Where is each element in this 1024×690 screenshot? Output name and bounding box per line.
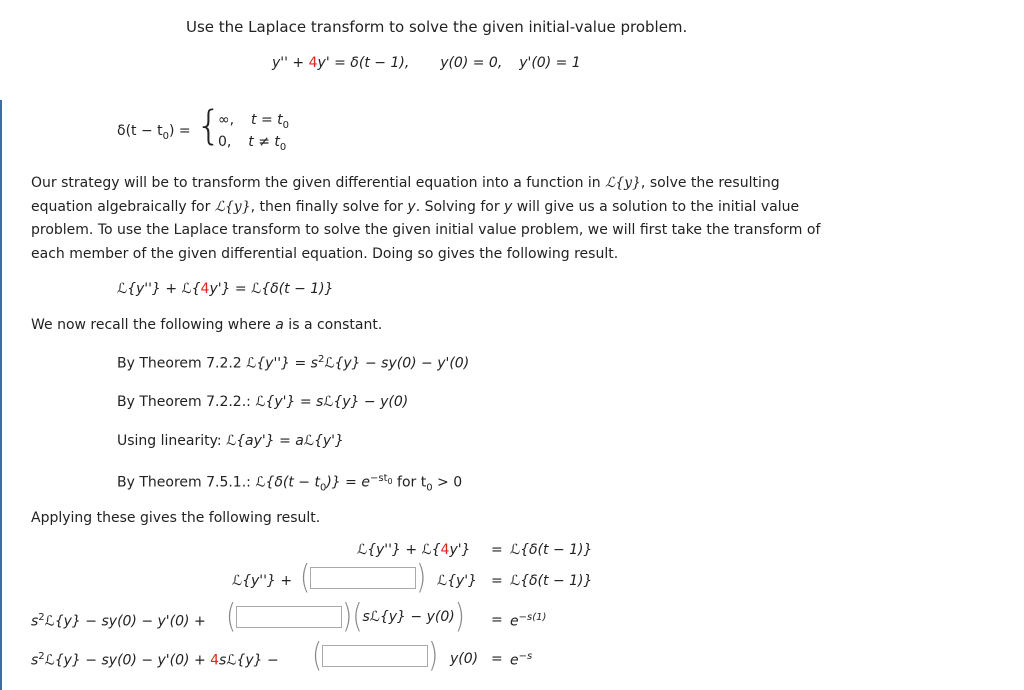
theorem-4-sub: 0: [319, 482, 327, 494]
applying-text: Applying these gives the following result.: [31, 510, 321, 526]
row-2-rhs: ℒ{δ(t − 1)}: [510, 573, 593, 589]
row-4-rhs-sup: −s: [518, 651, 533, 662]
theorem-4-sup: −st: [369, 473, 388, 484]
row-3-open-paren-2: (: [352, 598, 363, 636]
row-2-close-paren: ): [416, 559, 427, 597]
theorem-4-a: ℒ{δ(t − t: [255, 474, 320, 491]
transform-eq-red: 4: [200, 281, 210, 297]
recall-var: a: [275, 317, 284, 333]
row-4-b: ℒ{y} − sy(0) − y'(0) +: [44, 652, 211, 669]
row-3-open-paren: (: [226, 598, 237, 636]
problem-lhs-red: 4: [308, 55, 318, 71]
strategy-y-2: y: [504, 198, 513, 215]
row-4-answer-input[interactable]: [322, 645, 428, 667]
left-accent-bar: [0, 100, 2, 690]
row-4-equals: =: [491, 651, 503, 667]
delta-case1-cond: t = t: [251, 112, 283, 128]
row-4-close-paren: ): [428, 637, 439, 675]
delta-case-2: [218, 134, 286, 153]
transform-equation: [117, 281, 334, 297]
strategy-p1: Our strategy will be to transform the given differential equation into a function in: [31, 175, 606, 191]
intro-text: Use the Laplace transform to solve the given initial-value problem.: [186, 18, 688, 36]
delta-case1-val: ∞,: [218, 112, 235, 128]
delta-brace: {: [196, 103, 222, 149]
problem-equation: [272, 55, 581, 71]
strategy-y-1: y: [407, 198, 416, 215]
row-2-open-paren: (: [300, 559, 311, 597]
row-1-equals: =: [491, 542, 503, 558]
delta-lhs: δ(t − t: [117, 123, 163, 139]
row-2-equals: =: [491, 573, 503, 589]
row-2-group: [300, 559, 427, 597]
row-3-rhs-sup: −s(1): [518, 612, 547, 623]
row-3-close-paren: ): [342, 598, 353, 636]
row-3-a: s: [31, 613, 39, 630]
row-4-group: [312, 637, 439, 675]
theorem-4-c: for t: [392, 474, 427, 491]
strategy-paragraph: [31, 172, 841, 266]
row-4-lhs: [31, 651, 279, 669]
row-3-sup: 2: [38, 612, 45, 623]
theorem-2: [117, 394, 408, 410]
row-2-answer-input[interactable]: [310, 567, 416, 589]
row-4-sup: 2: [38, 651, 45, 662]
row-2-lhs: ℒ{y''} +: [232, 573, 293, 589]
row-4-a: s: [31, 652, 39, 669]
row-4-rhs-base: e: [510, 652, 519, 669]
row-4-c: sℒ{y} −: [219, 652, 279, 669]
delta-case2-cond: t ≠ t: [248, 134, 280, 150]
theorem-3: [117, 433, 344, 449]
row-3-answer-input[interactable]: [236, 606, 342, 628]
theorem-1-sup: 2: [317, 354, 325, 365]
recall-text: [31, 317, 382, 333]
row-3-rhs: [510, 612, 546, 630]
theorem-2-label: By Theorem 7.2.2.:: [117, 394, 256, 410]
theorem-1-label: By Theorem 7.2.2: [117, 355, 247, 372]
transform-eq-b: y'} = ℒ{δ(t − 1)}: [209, 281, 334, 297]
delta-case2-sub: 0: [279, 141, 287, 153]
theorem-4: [117, 473, 462, 493]
row-4-open-paren: (: [312, 637, 323, 675]
problem-lhs-b: y' = δ(t − 1),: [317, 55, 410, 71]
transform-eq-a: ℒ{y''} + ℒ{: [117, 281, 201, 297]
strategy-p4: . Solving for: [415, 198, 505, 215]
problem-lhs-a: y'' +: [272, 55, 309, 71]
theorem-4-supsub: 0: [387, 477, 393, 486]
strategy-ly-2: ℒ{y}: [214, 198, 251, 215]
row-2-after: ℒ{y'}: [437, 573, 478, 589]
row-4-after: y(0): [450, 651, 479, 667]
recall-b: is a constant.: [283, 317, 383, 333]
delta-definition-lhs: [117, 123, 191, 142]
theorem-4-b: )} = e: [326, 474, 370, 491]
row-3-close-paren-2: ): [454, 598, 465, 636]
strategy-ly-1: ℒ{y}: [605, 175, 641, 191]
delta-case-1: [218, 112, 289, 131]
theorem-4-label: By Theorem 7.5.1.:: [117, 474, 256, 491]
row-1-lhs: [357, 542, 470, 558]
row-1-rhs: ℒ{δ(t − 1)}: [510, 542, 593, 558]
strategy-p3: , then finally solve for: [250, 198, 408, 215]
delta-case2-val: 0,: [218, 134, 232, 150]
theorem-1-a: ℒ{y''} = s: [246, 355, 318, 372]
theorem-3-label: Using linearity:: [117, 433, 227, 449]
row-1-lhs-a: ℒ{y''} + ℒ{: [357, 542, 441, 558]
theorem-2-eq: ℒ{y'} = sℒ{y} − y(0): [255, 394, 409, 410]
row-4-rhs: [510, 651, 532, 669]
initial-condition-1: y(0) = 0,: [440, 55, 503, 71]
theorem-3-eq: ℒ{ay'} = aℒ{y'}: [226, 433, 344, 449]
theorem-1-b: ℒ{y} − sy(0) − y'(0): [324, 355, 470, 372]
row-3-b: ℒ{y} − sy(0) − y'(0) +: [44, 613, 206, 630]
strategy-p5: will give us a solution to the initial value problem. To use the Laplace transform to solve the given initial value problem, we will first take the transform of each member of the given differential equation. Doing so gives the following result.: [31, 198, 821, 262]
initial-condition-2: y'(0) = 1: [519, 55, 581, 71]
theorem-4-sub2: 0: [426, 482, 433, 494]
delta-lhs-end: ) =: [169, 123, 191, 139]
delta-case1-sub: 0: [282, 119, 290, 131]
strategy-p2: , solve the resulting equation algebraically for: [31, 175, 780, 215]
row-3-inner: sℒ{y} − y(0): [362, 609, 455, 625]
row-3-group: [226, 598, 465, 636]
theorem-4-d: > 0: [432, 474, 463, 491]
row-3-lhs: [31, 612, 206, 630]
row-1-lhs-red: 4: [440, 542, 450, 558]
row-3-equals: =: [491, 612, 503, 628]
row-1-lhs-b: y'}: [449, 542, 471, 558]
row-4-red: 4: [210, 652, 220, 669]
theorem-1: [117, 354, 469, 372]
row-3-rhs-base: e: [510, 613, 519, 630]
recall-a: We now recall the following where: [31, 317, 276, 333]
delta-lhs-sub: 0: [162, 130, 170, 142]
